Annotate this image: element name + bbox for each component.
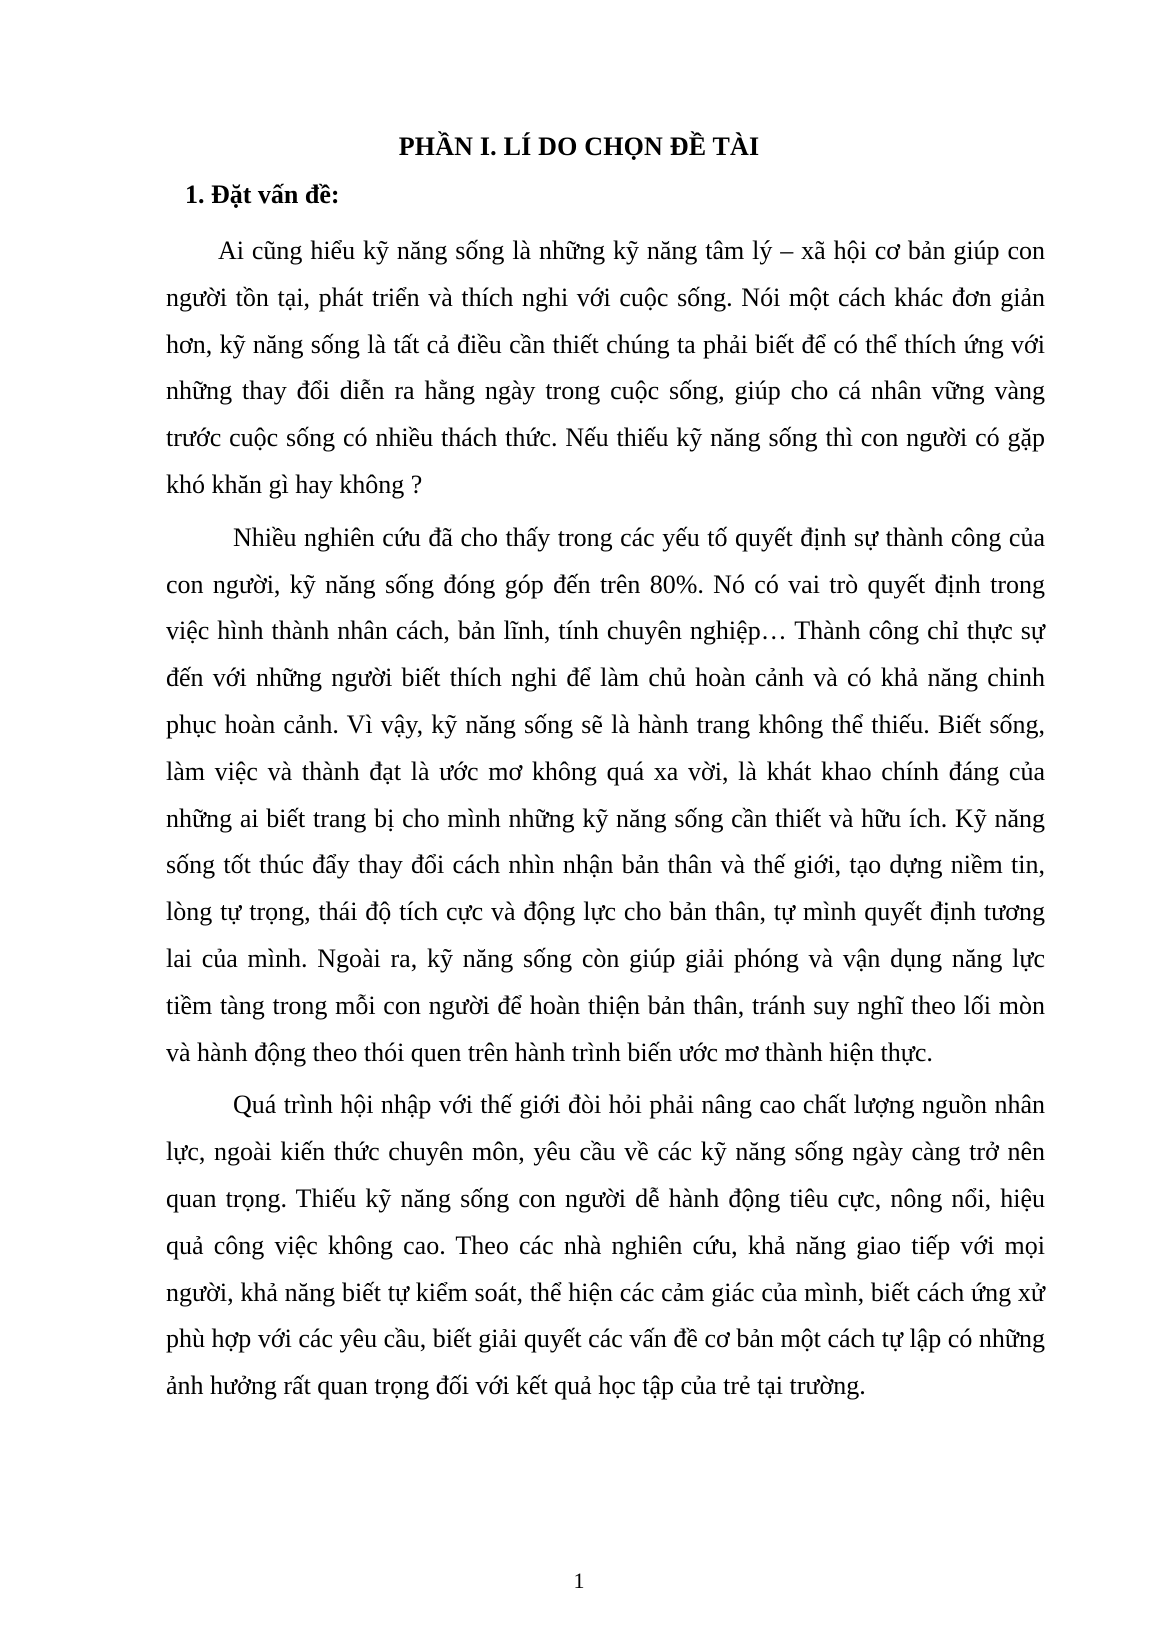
page-number: 1: [573, 1568, 585, 1593]
section-title: PHẦN I. LÍ DO CHỌN ĐỀ TÀI: [398, 132, 760, 161]
paragraph: Quá trình hội nhập với thế giới đòi hỏi phải nâng cao chất lượng nguồn nhân lực, ngoài kiến thức chuyên môn, yêu cầu về các kỹ năng sống ngày càng trở nên quan trọng. Thiếu kỹ năng sống con người dễ hành động tiêu cực, nông nổi, hiệu quả công việc không cao. Theo các nhà nghiên cứu, khả năng giao tiếp với mọi người, khả năng biết tự kiểm soát, thể hiện các cảm giác của mình, biết cách ứng xử phù hợp với các yêu cầu, biết giải quyết các vấn đề cơ bản một cách tự lập có những ảnh hưởng rất quan trọng đối với kết quả học tập của trẻ tại trường.: [166, 1090, 1045, 1401]
body-text: [166, 228, 1045, 1416]
paragraph: Ai cũng hiểu kỹ năng sống là những kỹ năng tâm lý – xã hội cơ bản giúp con người tồn tại, phát triển và thích nghi với cuộc sống. Nói một cách khác đơn giản hơn, kỹ năng sống là tất cả điều cần thiết chúng ta phải biết để có thể thích ứng với những thay đổi diễn ra hằng ngày trong cuộc sống, giúp cho cá nhân vững vàng trước cuộc sống có nhiều thách thức. Nếu thiếu kỹ năng sống thì con người có gặp khó khăn gì hay không ?: [166, 236, 1045, 499]
paragraph: Nhiều nghiên cứu đã cho thấy trong các yếu tố quyết định sự thành công của con người, kỹ năng sống đóng góp đến trên 80%. Nó có vai trò quyết định trong việc hình thành nhân cách, bản lĩnh, tính chuyên nghiệp… Thành công chỉ thực sự đến với những người biết thích nghi để làm chủ hoàn cảnh và có khả năng chinh phục hoàn cảnh. Vì vậy, kỹ năng sống sẽ là hành trang không thể thiếu. Biết sống, làm việc và thành đạt là ước mơ không quá xa vời, là khát khao chính đáng của những ai biết trang bị cho mình những kỹ năng sống cần thiết và hữu ích. Kỹ năng sống tốt thúc đẩy thay đổi cách nhìn nhận bản thân và thế giới, tạo dựng niềm tin, lòng tự trọng, thái độ tích cực và động lực cho bản thân, tự mình quyết định tương lai của mình. Ngoài ra, kỹ năng sống còn giúp giải phóng và vận dụng năng lực tiềm tàng trong mỗi con người để hoàn thiện bản thân, tránh suy nghĩ theo lối mòn và hành động theo thói quen trên hành trình biến ước mơ thành hiện thực.: [166, 522, 1045, 1067]
subheading: 1. Đặt vấn đề:: [185, 180, 340, 209]
